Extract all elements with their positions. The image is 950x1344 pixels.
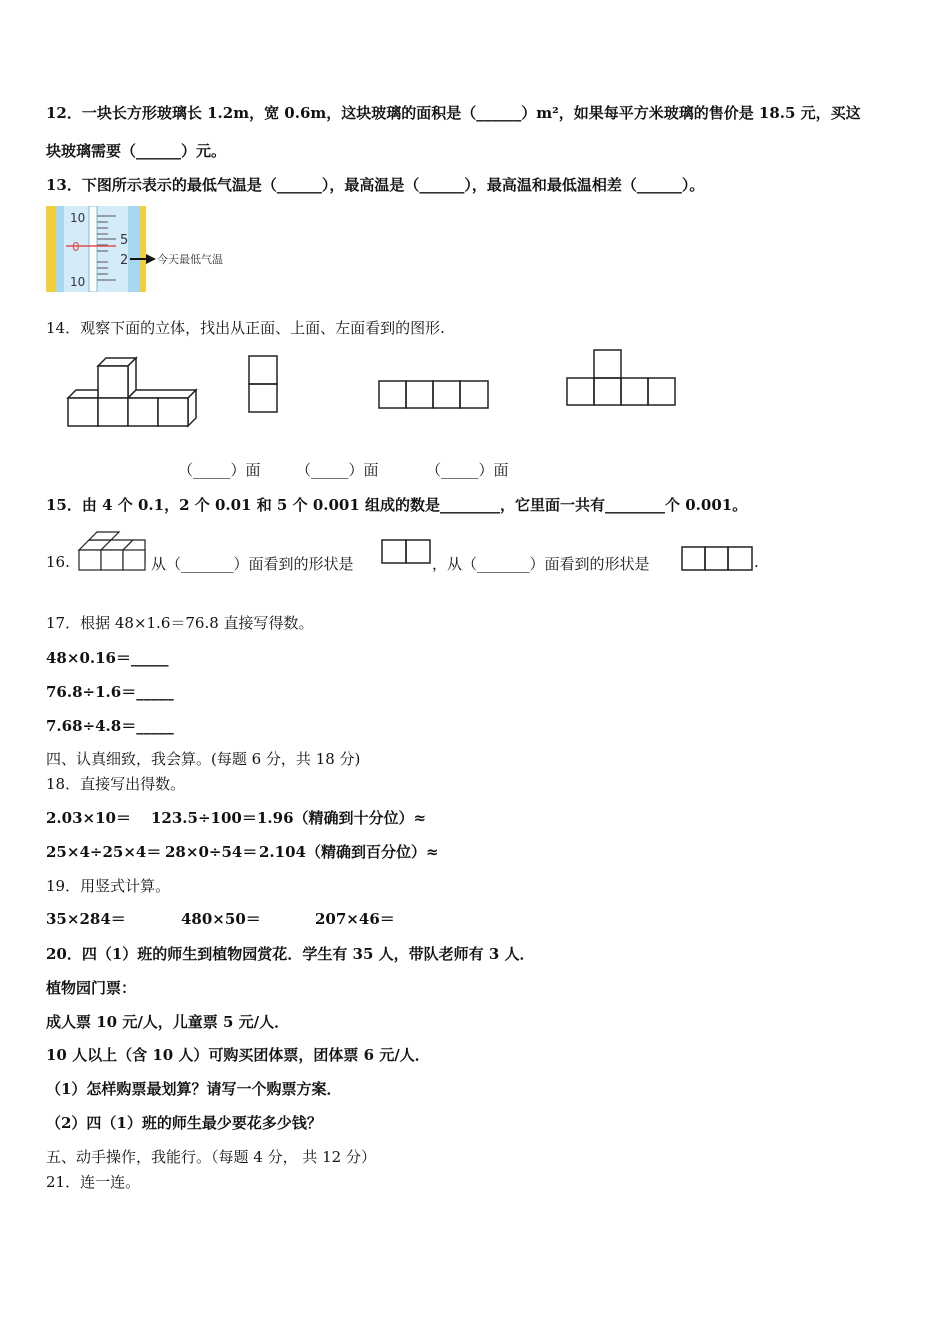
q17-item-3: 7.68÷4.8＝_____: [46, 717, 174, 735]
q18-row1-b: 123.5÷100＝: [151, 809, 257, 827]
thermo-zero-label: 0: [72, 240, 80, 254]
cube-solid-figure: [66, 350, 206, 430]
thermo-caption: 今天最低气温: [157, 253, 223, 266]
q21-text: 21．连一连。: [46, 1173, 141, 1191]
q18-text: 18．直接写出得数。: [46, 775, 186, 793]
section4-title: 四、认真细致，我会算。(每题 6 分，共 18 分): [46, 750, 361, 768]
four-square-row-view: [376, 378, 492, 412]
q19-item-3: 207×46＝: [315, 910, 395, 928]
q20-text: 20．四（1）班的师生到植物园赏花．学生有 35 人，带队老师有 3 人．: [46, 945, 535, 963]
front-view-shape: [563, 347, 679, 409]
q16-part1: 从（_______）面看到的形状是: [151, 555, 354, 573]
q16-part2: ，从（_______）面看到的形状是: [432, 555, 650, 573]
two-square-vertical-view: [246, 354, 280, 414]
q20-ticket-prices: 成人票 10 元/人，儿童票 5 元/人．: [46, 1013, 290, 1031]
q17-text: 17．根据 48×1.6＝76.8 直接写得数。: [46, 614, 314, 632]
q20-tickets-heading: 植物园门票：: [46, 979, 137, 997]
thermometer-figure: [46, 206, 246, 292]
q19-item-2: 480×50＝: [181, 910, 261, 928]
arrow-head-icon: [146, 254, 156, 264]
q19-item-1: 35×284＝: [46, 910, 126, 928]
q20-part-2: （2）四（1）班的师生最少要花多少钱？: [46, 1114, 322, 1132]
q16-two-square-view: [380, 538, 432, 566]
q20-part-1: （1）怎样购票最划算？请写一个购票方案．: [46, 1080, 342, 1098]
q14-blank-1: （_____）面: [178, 461, 261, 479]
q16-end: .: [754, 553, 759, 571]
q12-line2: 块玻璃需要（______）元。: [46, 142, 227, 160]
q18-row2-a: 25×4÷25×4＝: [46, 843, 162, 861]
q18-row1-c: 1.96（精确到十分位）≈: [257, 809, 427, 827]
q13-text: 13．下图所示表示的最低气温是（______），最高温是（______），最高温和最低温相差（______）。: [46, 176, 705, 194]
q16-number: 16.: [46, 553, 70, 571]
q20-group-ticket: 10 人以上（含 10 人）可购买团体票，团体票 6 元/人．: [46, 1046, 430, 1064]
thermo-bottom-label: 10: [70, 275, 86, 289]
q15-text: 15．由 4 个 0.1，2 个 0.01 和 5 个 0.001 组成的数是________，它里面一共有________个 0.001。: [46, 496, 748, 514]
q19-text: 19．用竖式计算。: [46, 877, 171, 895]
q12-line1: 12．一块长方形玻璃长 1.2m，宽 0.6m，这块玻璃的面积是（______）m²，如果每平方米玻璃的售价是 18.5 元，买这: [46, 104, 861, 122]
q18-row2-b: 28×0÷54＝: [165, 843, 258, 861]
q14-blank-2: （_____）面: [296, 461, 379, 479]
q14-blank-3: （_____）面: [426, 461, 509, 479]
q14-text: 14．观察下面的立体，找出从正面、上面、左面看到的图形.: [46, 319, 445, 337]
q16-three-square-view: [680, 545, 754, 573]
q18-row1-a: 2.03×10＝: [46, 809, 131, 827]
thermo-two-label: 2: [120, 253, 129, 268]
q17-item-1: 48×0.16＝_____: [46, 649, 169, 667]
q17-item-2: 76.8÷1.6＝_____: [46, 683, 174, 701]
thermo-five-label: 5: [120, 233, 129, 248]
q16-cube-figure: [77, 528, 151, 572]
thermo-top-label: 10: [70, 211, 86, 225]
q18-row2-c: 2.104（精确到百分位）≈: [259, 843, 439, 861]
section5-title: 五、动手操作，我能行。（每题 4 分， 共 12 分）: [46, 1148, 376, 1166]
